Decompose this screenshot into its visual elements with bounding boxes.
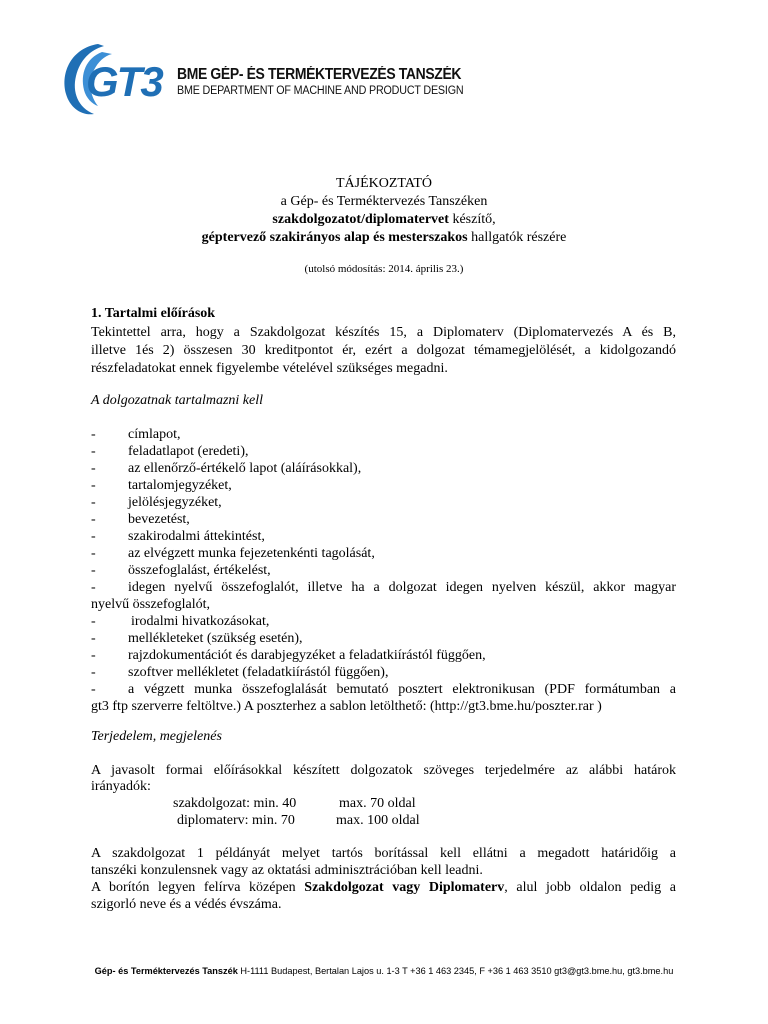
list-dash: - <box>91 580 96 595</box>
thesis-max-pages: max. 70 oldal <box>339 796 416 811</box>
document-title: TÁJÉKOZTATÓ <box>335 176 433 191</box>
logo-text: GT3 <box>86 58 162 105</box>
list-dash: - <box>91 512 96 527</box>
submission-line-2: tanszéki konzulensnek vagy az oktatási adminisztrációban kell leadni. <box>91 863 483 878</box>
list-dash: - <box>91 529 96 544</box>
list-dash: - <box>91 563 96 578</box>
last-modified: (utolsó módosítás: 2014. április 23.) <box>304 263 464 275</box>
submission-line-1: A szakdolgozat 1 példányát melyet tartós borítással kell ellátni a megadott határidőig a <box>91 846 676 861</box>
list-dash: - <box>91 648 96 663</box>
list-dash: - <box>91 461 96 476</box>
title-line-3-bold: szakdolgozatot/diplomatervet <box>272 212 449 227</box>
title-line-2: a Gép- és Terméktervezés Tanszéken <box>280 194 488 209</box>
thesis-min-pages: szakdolgozat: min. 40 <box>173 796 297 811</box>
footer-dept-name: Gép- és Terméktervezés Tanszék <box>94 966 238 976</box>
list-dash: - <box>91 478 96 493</box>
list-dash: - <box>91 665 96 680</box>
list-dash: - <box>91 614 96 629</box>
department-name-hu: BME GÉP- ÉS TERMÉKTERVEZÉS TANSZÉK <box>177 66 462 83</box>
list-dash: - <box>91 495 96 510</box>
list-dash: - <box>91 546 96 561</box>
contents-heading: A dolgozatnak tartalmazni kell <box>91 393 264 408</box>
extent-para-line-1: A javasolt formai előírásokkal készített dolgozatok szöveges terjedelmére az alábbi határok <box>91 763 676 778</box>
cover-line-2: szigorló neve és a védés évszáma. <box>91 897 282 912</box>
page-footer <box>0 966 768 976</box>
cover-line-1: A borítón legyen felírva középen Szakdolgozat vagy Diplomaterv, alul jobb oldalon pedig a <box>91 880 676 895</box>
intro-line-1: Tekintettel arra, hogy a Szakdolgozat készítés 15, a Diplomaterv (Diplomatervezés A és B, <box>91 325 676 340</box>
title-line-4-rest: hallgatók részére <box>467 230 567 245</box>
diploma-max-pages: max. 100 oldal <box>336 813 420 828</box>
list-dash: - <box>91 444 96 459</box>
extent-heading: Terjedelem, megjelenés <box>91 729 222 744</box>
list-dash: - <box>91 682 96 697</box>
diploma-min-pages: diplomaterv: min. 70 <box>177 813 295 828</box>
title-line-4-bold: géptervező szakirányos alap és mesterszakos <box>201 230 468 245</box>
department-name-en: BME DEPARTMENT OF MACHINE AND PRODUCT DESIGN <box>177 83 464 97</box>
list-dash: - <box>91 427 96 442</box>
intro-line-2: illetve 1és 2) összesen 30 kreditpontot ér, ezért a dolgozat témamegjelölését, a kidolgozandó <box>91 343 676 358</box>
title-line-3 <box>0 212 768 228</box>
section-heading: 1. Tartalmi előírások <box>91 306 216 321</box>
extent-para-line-2: irányadók: <box>91 779 151 794</box>
intro-line-3: részfeladatokat ennek figyelembe vételével szükséges megadni. <box>91 361 448 376</box>
list-dash: - <box>91 631 96 646</box>
title-line-4 <box>0 230 768 246</box>
footer-contact: H-1111 Budapest, Bertalan Lajos u. 1-3 T +36 1 463 2345, F +36 1 463 3510 gt3@gt3.bme.hu, gt3.bme.hu <box>237 966 674 976</box>
gt3-logo <box>56 38 176 118</box>
title-line-3-rest: készítő, <box>448 212 496 227</box>
cover-bold-text: Szakdolgozat vagy Diplomaterv <box>304 880 505 895</box>
